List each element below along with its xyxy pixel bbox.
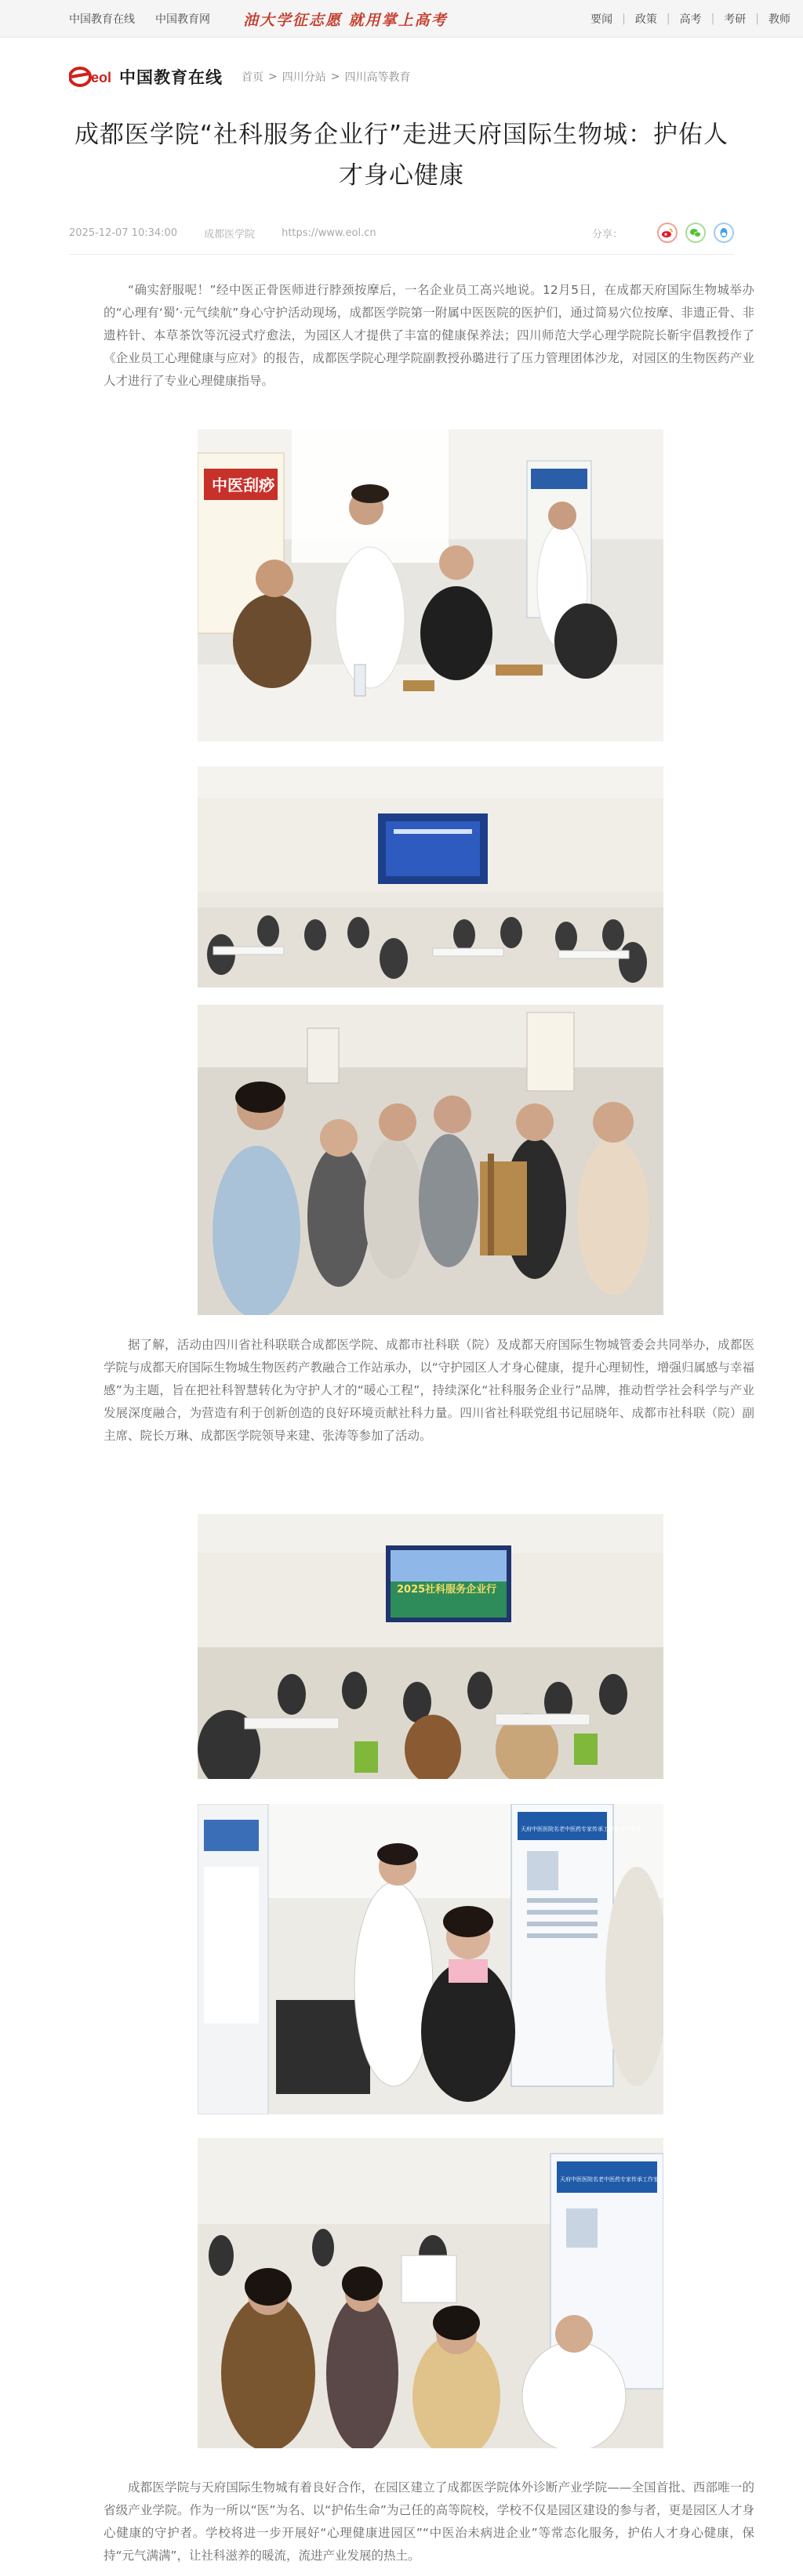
top-nav-teacher[interactable]: 教师 [768,13,790,26]
eol-logo-icon [69,66,113,88]
top-link-edu[interactable]: 中国教育网 [155,13,210,26]
top-nav-gaokao[interactable]: 高考 [679,13,702,26]
article-paragraph-3: 成都医学院与天府国际生物城有着良好合作，在园区建立了成都医学院体外诊断产业学院——全国首批、西部唯一的省级产业学院。作为一所以“医”为名、以“护佑生命”为己任的高等院校，学校不仅是园区建设的参与者，更是园区人才身心健康的守护者。学校将进一步开展好“心理健康进园区”“中医治未病进企业”等常态化服务，护佑人才身心健康，保持“元气满满”，让社科滋养的暖流，流进产业发展的热土。 [104,2480,754,2563]
breadcrumb-sichuan[interactable]: 四川分站 [282,71,326,84]
article-paragraph-1: “确实舒服呢！”经中医正骨医师进行脖颈按摩后，一名企业员工高兴地说。12月5日，在成都天府国际生物城举办的“心理有‘蜀’·元气续航”身心守护活动现场，成都医学院第一附属中医医院的医护们，通过简易穴位按摩、非遗正骨、非遗杵针、本草茶饮等沉浸式疗愈法，为园区人才提供了丰富的健康保养法；四川师范大学心理学院院长靳宇倡教授作了《企业员工心理健康与应对》的报告，成都医学院心理学院副教授孙璐进行了压力管理团体沙龙，对园区的生物医药产业人才进行了专业心理健康指导。 [104,283,754,388]
svg-text:2025社科服务企业行: 2025社科服务企业行 [397,1584,497,1596]
top-link-eol[interactable]: 中国教育在线 [69,13,135,26]
share-bar [592,221,734,245]
svg-text:eol: eol [91,70,112,85]
photo-tcm-massage [198,429,663,741]
article-source: 成都医学院 [204,228,256,241]
breadcrumb: 首页 > 四川分站 > 四川高等教育 [242,71,411,84]
wechat-icon[interactable] [685,223,706,243]
share-label: 分享： [591,228,623,241]
breadcrumb-sichuan-higher-ed[interactable]: 四川高等教育 [344,71,411,84]
top-nav-policy[interactable]: 政策 [634,13,657,26]
photo-lecture-hall [198,766,663,987]
article-title: 成都医学院“社科服务企业行”走进天府国际生物城：护佑人才身心健康 [74,121,729,190]
site-header [69,61,734,92]
meta-divider [69,254,734,255]
top-nav-kaoyan[interactable]: 考研 [724,13,747,26]
svg-text:天府中医医院名老中医药专家传承工作室专家简介: 天府中医医院名老中医药专家传承工作室专家简介 [521,1826,641,1832]
top-slogan-banner[interactable]: 油大学征志愿 就用掌上高考 [243,11,448,29]
article-meta [69,221,734,245]
svg-text:中医刮痧: 中医刮痧 [212,476,274,495]
site-logo[interactable] [69,65,223,89]
top-nav: 要闻 | 政策 | 高考 | 考研 | 教师 [590,13,790,26]
breadcrumb-home[interactable]: 首页 [242,71,263,84]
article-paragraph-2: 据了解，活动由四川省社科联联合成都医学院、成都市社科联（院）及成都天府国际生物城管委会共同举办，成都医学院与成都天府国际生物城生物医药产教融合工作站承办，以“守护园区人才身心健康，提升心理韧性，增强归属感与幸福感”为主题，旨在把社科智慧转化为守护人才的“暖心工程”，持续深化“社科服务企业行”品牌，推动哲学社会科学与产业发展深度融合，为营造有利于创新创造的良好环境贡献社科力量。四川省社科联党组书记屈晓年、成都市社科联（院）副主席、院长万琳、成都医学院领导来建、张涛等参加了活动。 [104,1338,754,1443]
top-nav-news[interactable]: 要闻 [590,13,613,26]
photo-consultation [198,2138,663,2448]
photo-event-banner [198,1514,663,1779]
logo-text: 中国教育在线 [119,68,223,87]
svg-text:天府中医医院名老中医药专家传承工作室: 天府中医医院名老中医药专家传承工作室 [560,2176,659,2183]
qq-icon[interactable] [714,223,734,243]
photo-herbal-booth [198,1005,663,1315]
top-left-links [69,0,210,38]
top-bar [0,0,803,38]
article-url: https://www.eol.cn [282,226,376,239]
weibo-icon[interactable] [657,223,678,243]
photo-neck-massage [198,1804,663,2114]
article-date: 2025-12-07 10:34:00 [69,226,178,239]
